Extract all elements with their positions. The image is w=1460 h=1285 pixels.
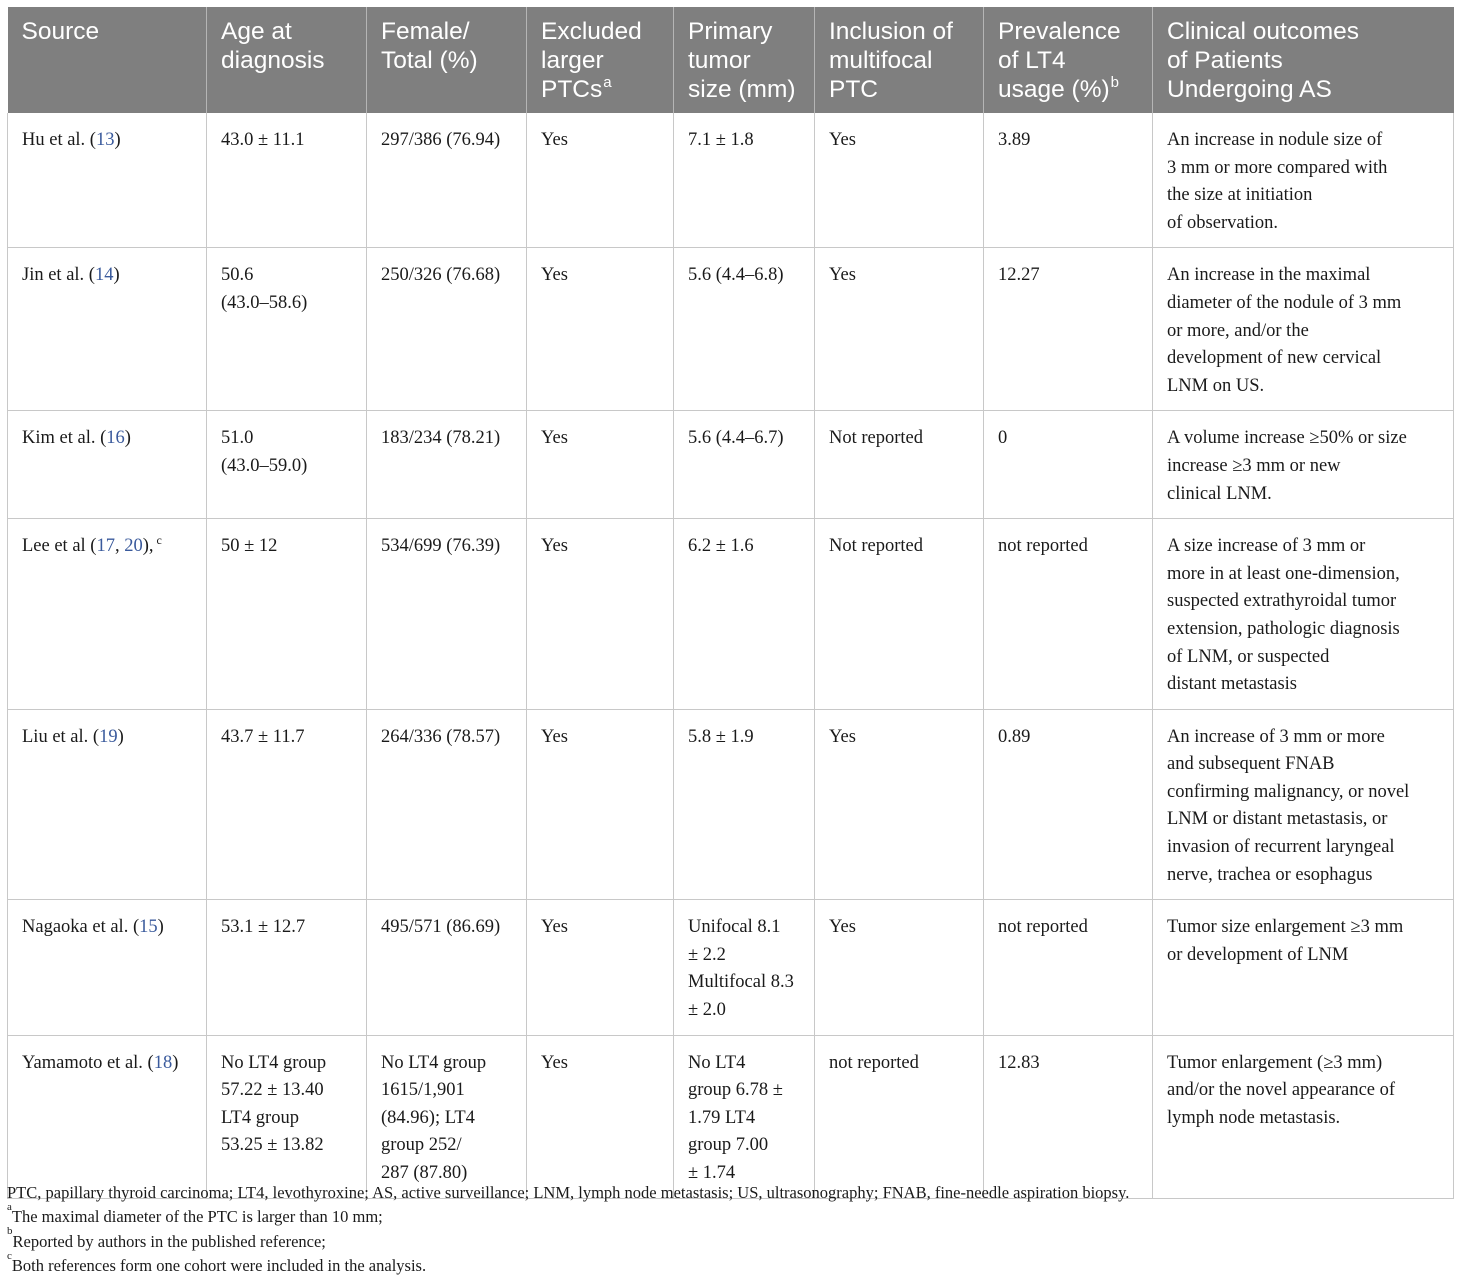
cell-clinical-outcome-line: A volume increase ≥50% or size	[1167, 428, 1407, 449]
cell-excluded	[527, 519, 674, 710]
footnote-marker: b	[1110, 74, 1120, 91]
cell-female-total	[367, 709, 527, 900]
reference-number: 20	[124, 536, 143, 557]
cell-source	[8, 248, 207, 411]
cell-tumor-size	[674, 900, 815, 1035]
header-line: tumor	[688, 47, 751, 74]
cell-excluded	[527, 248, 674, 411]
header-line: Inclusion of	[829, 18, 953, 45]
cell-female-total	[367, 248, 527, 411]
cell-tumor-size-line: 6.2 ± 1.6	[688, 536, 754, 557]
cell-tumor-size-line: ± 1.74	[688, 1163, 736, 1183]
cell-tumor-size-line: group 6.78 ±	[688, 1080, 783, 1101]
cell-clinical-outcome-line: Tumor size enlargement ≥3 mm	[1167, 917, 1404, 938]
cell-clinical-outcome-line: A size increase of 3 mm or	[1167, 536, 1366, 557]
cell-multifocal	[815, 248, 984, 411]
footnote	[7, 1200, 1453, 1229]
source-name: Nagaoka et al. (	[22, 917, 140, 938]
header-female-total	[367, 7, 527, 113]
header-clinical-outcomes	[1153, 7, 1454, 113]
cell-tumor-size-line: 1.79 LT4	[688, 1107, 756, 1128]
source-close: )	[157, 917, 164, 938]
cell-tumor-size-line: 7.1 ± 1.8	[688, 130, 754, 150]
reference-number: 14	[94, 265, 114, 286]
cell-female-total-line: group 252/	[381, 1135, 462, 1156]
cell-clinical-outcome-line: the size at initiation	[1167, 185, 1313, 206]
cell-clinical-outcome-line: LNM or distant metastasis, or	[1167, 809, 1388, 830]
header-primary-tumor-size	[674, 7, 815, 113]
cell-lt4-prevalence	[984, 519, 1153, 710]
cell-female-total-line: 250/326 (76.68)	[381, 265, 501, 286]
footnote-marker: a	[603, 74, 612, 91]
header-line: of Patients	[1167, 47, 1283, 74]
cell-age-line: 50.6	[221, 265, 254, 286]
cell-female-total	[367, 1035, 527, 1198]
cell-age-line: 53.25 ± 13.82	[221, 1135, 324, 1156]
header-prevalence-lt4	[984, 7, 1153, 113]
header-line: multifocal	[829, 47, 933, 74]
table-footnotes	[7, 1181, 1453, 1279]
source-name: Kim et al. (	[22, 428, 107, 449]
cell-excluded-value: Yes	[541, 1052, 568, 1073]
cell-age-line: No LT4 group	[221, 1052, 327, 1073]
cell-clinical-outcome-line: and/or the novel appearance of	[1167, 1080, 1396, 1101]
cell-female-total-line: 534/699 (76.39)	[381, 536, 501, 557]
source-name: Lee et al (	[22, 536, 97, 557]
cell-female-total	[367, 411, 527, 519]
footnote	[7, 1181, 1453, 1205]
cell-clinical-outcome-line: clinical LNM.	[1167, 483, 1272, 504]
cell-clinical-outcome-line: An increase in the maximal	[1167, 265, 1371, 286]
header-line: larger	[541, 47, 604, 74]
cell-lt4-prevalence	[984, 248, 1153, 411]
source-close: )	[113, 265, 120, 286]
cell-tumor-size-line: 5.6 (4.4–6.7)	[688, 428, 784, 449]
cell-excluded-value: Yes	[541, 428, 568, 449]
cell-multifocal	[815, 411, 984, 519]
cell-lt4-prevalence	[984, 113, 1153, 248]
cell-tumor-size-line: ± 2.0	[688, 1000, 726, 1021]
header-line	[541, 75, 659, 104]
cell-tumor-size	[674, 519, 815, 710]
header-line-text: usage (%)	[998, 76, 1110, 103]
cell-clinical-outcome-line: more in at least one-dimension,	[1167, 563, 1400, 584]
cell-clinical-outcome	[1153, 411, 1454, 519]
cell-source	[8, 519, 207, 710]
cell-multifocal-value: Not reported	[829, 428, 924, 449]
cell-lt4-prevalence-value: 3.89	[998, 130, 1031, 150]
cell-age	[207, 411, 367, 519]
cell-clinical-outcome-line: distant metastasis	[1167, 674, 1297, 695]
cell-clinical-outcome-line: LNM on US.	[1167, 375, 1265, 396]
cell-female-total-line: (84.96); LT4	[381, 1107, 475, 1128]
source-close: )	[172, 1052, 179, 1073]
header-line: Undergoing AS	[1167, 76, 1332, 103]
header-excluded-larger-ptcs	[527, 7, 674, 113]
cell-female-total-line: 183/234 (78.21)	[381, 428, 501, 449]
cell-clinical-outcome	[1153, 1035, 1454, 1198]
cell-lt4-prevalence-value: not reported	[998, 917, 1088, 938]
cell-age-line: 57.22 ± 13.40	[221, 1080, 324, 1101]
table-row	[8, 709, 1454, 900]
cell-lt4-prevalence-value: 0.89	[998, 726, 1031, 747]
cell-lt4-prevalence-value: 12.27	[998, 265, 1040, 286]
cell-tumor-size	[674, 248, 815, 411]
cell-age	[207, 113, 367, 248]
cell-age-line: 50 ± 12	[221, 536, 278, 557]
cell-tumor-size-line: Multifocal 8.3	[688, 972, 794, 993]
cell-female-total	[367, 113, 527, 248]
cell-clinical-outcome-line: or development of LNM	[1167, 944, 1349, 965]
footnote-marker: c	[156, 533, 162, 548]
table-row	[8, 900, 1454, 1035]
cell-multifocal-value: Not reported	[829, 536, 924, 557]
cell-age	[207, 1035, 367, 1198]
footnote-text: The maximal diameter of the PTC is larger than 10 mm;	[11, 1207, 383, 1227]
cell-multifocal	[815, 709, 984, 900]
cell-female-total-line: 495/571 (86.69)	[381, 917, 501, 938]
table-row	[8, 411, 1454, 519]
footnote-text: Both references form one cohort were included in the analysis.	[11, 1256, 427, 1276]
cell-lt4-prevalence	[984, 709, 1153, 900]
cell-clinical-outcome-line: confirming malignancy, or novel	[1167, 781, 1410, 802]
header-line: Excluded	[541, 18, 642, 45]
cell-excluded-value: Yes	[541, 536, 568, 557]
cell-lt4-prevalence	[984, 411, 1153, 519]
table-body	[8, 113, 1454, 1198]
cell-source	[8, 709, 207, 900]
source-close: )	[124, 428, 131, 449]
cell-source	[8, 411, 207, 519]
header-line: Primary	[688, 18, 773, 45]
cell-multifocal	[815, 519, 984, 710]
cell-excluded	[527, 113, 674, 248]
source-name: Yamamoto et al. (	[22, 1052, 154, 1073]
cell-clinical-outcome	[1153, 519, 1454, 710]
cell-excluded-value: Yes	[541, 130, 568, 150]
source-close: ),	[142, 536, 154, 557]
source-name: Hu et al. (	[22, 130, 96, 150]
header-line: Age at	[221, 18, 292, 45]
header-line	[998, 75, 1138, 104]
source-name: Liu et al. (	[22, 726, 100, 747]
header-age-at-diagnosis	[207, 7, 367, 113]
footnote-text: Reported by authors in the published reference;	[12, 1231, 326, 1251]
cell-excluded	[527, 1035, 674, 1198]
cell-excluded-value: Yes	[541, 265, 568, 286]
reference-number: 18	[153, 1052, 173, 1073]
cell-age	[207, 519, 367, 710]
header-line-text: PTCs	[541, 76, 603, 103]
header-line: Source	[21, 18, 100, 45]
data-table	[7, 7, 1454, 1199]
cell-multifocal	[815, 113, 984, 248]
cell-multifocal-value: not reported	[829, 1052, 919, 1073]
header-line: Prevalence	[998, 18, 1121, 45]
cell-female-total	[367, 900, 527, 1035]
cell-clinical-outcome-line: invasion of recurrent laryngeal	[1167, 837, 1395, 858]
reference-number: 19	[99, 726, 118, 747]
cell-clinical-outcome-line: development of new cervical	[1167, 348, 1382, 369]
cell-tumor-size	[674, 709, 815, 900]
cell-lt4-prevalence-value: 0	[998, 428, 1008, 449]
cell-age-line: 53.1 ± 12.7	[221, 917, 306, 938]
cell-lt4-prevalence-value: 12.83	[998, 1052, 1040, 1073]
header-line: of LT4	[998, 47, 1066, 74]
cell-female-total-line: 287 (87.80)	[381, 1163, 468, 1183]
cell-excluded	[527, 900, 674, 1035]
cell-tumor-size-line: No LT4	[688, 1052, 746, 1073]
footnote	[7, 1249, 1453, 1278]
cell-multifocal	[815, 900, 984, 1035]
reference-number: 15	[139, 917, 158, 938]
cell-clinical-outcome	[1153, 900, 1454, 1035]
cell-age	[207, 900, 367, 1035]
header-source	[8, 7, 207, 113]
reference-number: 16	[106, 428, 125, 449]
cell-multifocal	[815, 1035, 984, 1198]
header-line: diagnosis	[221, 47, 325, 74]
cell-source	[8, 1035, 207, 1198]
cell-clinical-outcome	[1153, 709, 1454, 900]
cell-tumor-size-line: Unifocal 8.1	[688, 917, 781, 938]
cell-clinical-outcome-line: increase ≥3 mm or new	[1167, 455, 1341, 476]
ref-separator: ,	[114, 536, 125, 557]
cell-age	[207, 248, 367, 411]
cell-clinical-outcome-line: nerve, trachea or esophagus	[1167, 864, 1373, 885]
header-line: Total (%)	[381, 47, 478, 74]
footnote-marker: c	[7, 1249, 12, 1262]
cell-multifocal-value: Yes	[829, 265, 856, 286]
cell-age-line: 43.7 ± 11.7	[221, 726, 305, 747]
table-row	[8, 248, 1454, 411]
cell-multifocal-value: Yes	[829, 130, 856, 150]
cell-clinical-outcome-line: An increase of 3 mm or more	[1167, 726, 1385, 747]
cell-female-total-line: 264/336 (78.57)	[381, 726, 501, 747]
footnote-text: PTC, papillary thyroid carcinoma; LT4, levothyroxine; AS, active surveillance; LNM, lymph node metastasis; US, ultrasonography; FNAB, fine-needle aspiration biopsy.	[7, 1183, 1130, 1202]
cell-excluded-value: Yes	[541, 917, 568, 938]
cell-clinical-outcome-line: extension, pathologic diagnosis	[1167, 618, 1400, 639]
header-inclusion-multifocal	[815, 7, 984, 113]
cell-excluded	[527, 411, 674, 519]
cell-age-line: (43.0–58.6)	[221, 292, 308, 313]
source-close: )	[114, 130, 121, 150]
cell-clinical-outcome-line: or more, and/or the	[1167, 320, 1309, 341]
cell-female-total-line: 1615/1,901	[381, 1080, 465, 1101]
cell-source	[8, 900, 207, 1035]
cell-clinical-outcome-line: An increase in nodule size of	[1167, 130, 1383, 150]
cell-age-line: 51.0	[221, 428, 254, 449]
header-line: PTC	[829, 76, 878, 103]
cell-multifocal-value: Yes	[829, 917, 856, 938]
reference-number: 17	[96, 536, 115, 557]
table-row	[8, 1035, 1454, 1198]
cell-clinical-outcome-line: and subsequent FNAB	[1167, 754, 1335, 775]
cell-clinical-outcome-line: 3 mm or more compared with	[1167, 157, 1388, 178]
cell-tumor-size	[674, 1035, 815, 1198]
cell-clinical-outcome-line: of observation.	[1167, 212, 1278, 233]
cell-tumor-size	[674, 113, 815, 248]
footnote	[7, 1225, 1453, 1254]
source-close: )	[117, 726, 124, 747]
cell-female-total	[367, 519, 527, 710]
cell-clinical-outcome-line: diameter of the nodule of 3 mm	[1167, 292, 1402, 313]
source-name: Jin et al. (	[22, 265, 95, 286]
cell-lt4-prevalence-value: not reported	[998, 536, 1088, 557]
cell-clinical-outcome-line: of LNM, or suspected	[1167, 646, 1330, 667]
footnote-marker: b	[7, 1225, 13, 1238]
cell-age-line: (43.0–59.0)	[221, 455, 308, 476]
cell-age-line: 43.0 ± 11.1	[221, 130, 305, 150]
cell-tumor-size-line: 5.8 ± 1.9	[688, 726, 754, 747]
cell-age	[207, 709, 367, 900]
cell-clinical-outcome-line: Tumor enlargement (≥3 mm)	[1167, 1052, 1383, 1073]
header-line: size (mm)	[688, 76, 796, 103]
cell-female-total-line: No LT4 group	[381, 1052, 487, 1073]
cell-tumor-size-line: group 7.00	[688, 1135, 769, 1156]
table-row	[8, 113, 1454, 248]
header-line: Female/	[381, 18, 470, 45]
header-row	[8, 7, 1454, 113]
table-header	[8, 7, 1454, 113]
reference-number: 13	[95, 130, 115, 150]
cell-lt4-prevalence	[984, 900, 1153, 1035]
cell-tumor-size-line: ± 2.2	[688, 944, 726, 965]
cell-lt4-prevalence	[984, 1035, 1153, 1198]
header-line: Clinical outcomes	[1167, 18, 1359, 45]
table-container	[7, 7, 1453, 1199]
cell-multifocal-value: Yes	[829, 726, 856, 747]
cell-tumor-size	[674, 411, 815, 519]
cell-tumor-size-line: 5.6 (4.4–6.8)	[688, 265, 784, 286]
cell-clinical-outcome-line: suspected extrathyroidal tumor	[1167, 591, 1397, 612]
cell-clinical-outcome-line: lymph node metastasis.	[1167, 1107, 1341, 1128]
table-row	[8, 519, 1454, 710]
cell-excluded-value: Yes	[541, 726, 568, 747]
cell-clinical-outcome	[1153, 248, 1454, 411]
cell-female-total-line: 297/386 (76.94)	[381, 130, 501, 150]
cell-clinical-outcome	[1153, 113, 1454, 248]
footnote-marker: a	[7, 1200, 12, 1213]
cell-source	[8, 113, 207, 248]
cell-age-line: LT4 group	[221, 1107, 299, 1128]
cell-excluded	[527, 709, 674, 900]
